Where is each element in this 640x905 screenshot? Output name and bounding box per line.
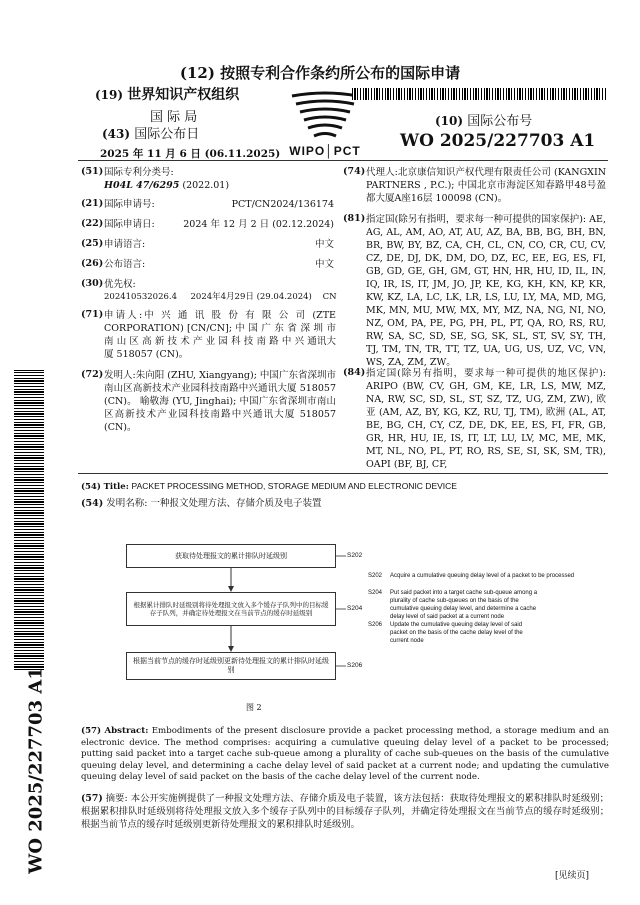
abstract-zh-code: (57) xyxy=(81,793,103,804)
wipo-logo-text: WIPO│PCT xyxy=(289,144,361,158)
step-label-s204: S204 xyxy=(347,605,363,612)
org-name: 世界知识产权组织 xyxy=(127,87,240,103)
legend-s206-text: Update the cumulative queuing delay level of said packet on the basis of the cache delay level of the current node xyxy=(390,622,523,644)
title-zh-label: 发明名称: xyxy=(106,498,148,509)
abstract-en-label: Abstract: xyxy=(104,726,149,736)
title-en-code: (54) xyxy=(81,482,101,492)
f51-code: (51) xyxy=(81,166,104,177)
abstract-zh-value: 本公开实施例提供了一种报文处理方法、存储介质及电子装置，该方法包括：获取待处理报文的累积排队时延级别；根据累积排队时延级别将待处理报文放入多个缓存子队列中的目标缓存子队列，并确定待处理报文在当前节点的缓存时延级别；根据当前节点的缓存时延级别更新待处理报文的累积排队时延级别。 xyxy=(81,793,609,830)
flow-box-s206: 根据当前节点的缓存时延级别更新待处理报文的累计排队时延级别 xyxy=(126,652,336,680)
pubnum-label: 国际公布号 xyxy=(467,114,533,129)
f84-code: (84) xyxy=(343,367,366,378)
f25-value: 中文 xyxy=(314,239,334,250)
f81-label: 指定国(除另有指明，要求每一种可提供的国家保护): xyxy=(366,214,587,225)
abstract-zh xyxy=(81,792,609,831)
org-sub: 国 际 局 xyxy=(150,110,198,125)
figure-caption: 图 2 xyxy=(246,703,262,712)
legend-s204 xyxy=(368,589,598,621)
f30-code: (30) xyxy=(81,278,104,289)
f84-value: ARIPO (BW, CV, GH, GM, KE, LR, LS, MW, MZ, NA, RW, SC, SD, SL, ST, SZ, TZ, UG, ZM, ZW), 欧亚 (AM, AZ, BY, KG, KZ, RU, TJ, TM), 欧洲 (AL, AT, BE, BG, CH, CY, CZ, DE, DK, EE, ES, FI, FR, GB, GR, HR, HU, IE, IS, IT, LT, LU, LV, MC, ME, MK, MT, NL, NO, PL, PT, RO, RS, SE, SI, SK, SM, TR), OAPI (BF, BJ, CF, xyxy=(366,381,606,470)
f26-label: 公布语言: xyxy=(104,259,146,270)
f22-code: (22) xyxy=(81,218,104,229)
f51-extra: (2022.01) xyxy=(182,180,230,191)
document-title: (12) 按照专利合作条约所公布的国际申请 xyxy=(179,64,461,82)
f21-label: 国际申请号: xyxy=(104,199,155,210)
flow-box-s202: 获取待处理报文的累计排队时延级别 xyxy=(126,544,336,568)
title-zh-code: (54) xyxy=(81,498,104,509)
f22-value: 2024 年 12 月 2 日 (02.12.2024) xyxy=(183,219,334,230)
legend-s206-code: S206 xyxy=(368,622,383,628)
side-publication-number: WO 2025/227703 A1 xyxy=(25,667,47,874)
f21-value: PCT/CN2024/136174 xyxy=(231,199,334,210)
f72-label: 发明人: xyxy=(104,370,136,381)
f74-code: (74) xyxy=(343,166,366,177)
pubdate-label: 国际公布日 xyxy=(134,127,200,142)
f84-label: 指定国(除另有指明，要求每一种可提供的地区保护): xyxy=(366,368,606,379)
org-code: (19) xyxy=(95,88,124,102)
continued-note: [见续页] xyxy=(555,871,590,881)
step-label-s202: S202 xyxy=(347,552,363,559)
legend-s206 xyxy=(368,621,598,645)
abstract-en-value: Embodiments of the present disclosure provide a packet processing method, a storage medium and an electronic device. The method comprises: acquiring a cumulative queuing delay level of a packet to be processed; putting said packet into a target cache sub-queue among a plurality of cache sub-queues on the basis of the cumulative queuing delay level, and determining a cache delay level of said packet at a current node; and updating the cumulative queuing delay level of said packet on the basis of the cache delay level of the current node. xyxy=(81,726,610,782)
abstract-en xyxy=(81,726,609,784)
f21-code: (21) xyxy=(81,198,104,209)
f26-value: 中文 xyxy=(314,259,334,270)
step-label-s206: S206 xyxy=(347,662,363,669)
f71-code: (71) xyxy=(81,309,104,320)
f30-value: 202410532026.4 2024年4月29日 (29.04.2024) CN xyxy=(104,292,337,302)
pubnum-value: WO 2025/227703 A1 xyxy=(400,131,596,151)
flow-box-s204: 根据累计排队时延级别将待处理报文放入多个缓存子队列中的目标缓存子队列，并确定待处理报文在当前节点的缓存时延级别 xyxy=(126,592,336,626)
f81-code: (81) xyxy=(343,213,366,224)
f71-label: 申请人: xyxy=(104,310,143,321)
f72-value: 朱向阳 (ZHU, Xiangyang); 中国广东省深圳市南山区高新技术产业园科技南路中兴通讯大厦 518057 (CN)。 喻敬海 (YU, Jinghai); 中国广东省深圳市南山区高新技术产业园科技南路中兴通讯大厦 518057 (CN)。 xyxy=(104,370,336,433)
f72-code: (72) xyxy=(81,369,104,380)
f51-value: H04L 47/6295 xyxy=(104,180,180,191)
f22-label: 国际申请日: xyxy=(104,219,155,230)
title-en-value: PACKET PROCESSING METHOD, STORAGE MEDIUM AND ELECTRONIC DEVICE xyxy=(131,481,457,491)
legend-s202-code: S202 xyxy=(368,573,383,579)
flow-arrow-2 xyxy=(228,626,234,652)
f71-value: 中 兴 通 讯 股 份 有 限 公 司 (ZTE CORPORATION) [CN/CN]; 中 国 广 东 省 深 圳 市 南 山 区 高 新 技 术 产 业 园 科 技 南 路 中 兴 通讯大厦 518057 (CN)。 xyxy=(104,310,336,360)
pubdate-value: 2025 年 11 月 6 日 (06.11.2025) xyxy=(100,148,281,160)
legend-s204-text: Put said packet into a target cache sub-queue among a plurality of cache sub-queues on the basis of the cumulative queuing delay level, and determine a cache delay level of said packet at a current node xyxy=(390,590,538,620)
f25-code: (25) xyxy=(81,238,104,249)
f74-value: 北京康信知识产权代理有限责任公司 (KANGXIN PARTNERS , P.C.); 中国北京市海淀区知春路甲48号盈都大厦A座16层 100098 (CN)。 xyxy=(366,167,607,204)
abstract-en-code: (57) xyxy=(81,726,102,736)
pubdate-code: (43) xyxy=(102,127,131,141)
flow-arrow-1 xyxy=(228,568,234,592)
f30-label: 优先权: xyxy=(104,279,136,290)
f51-label: 国际专利分类号: xyxy=(104,167,174,178)
legend-s202-text: Acquire a cumulative queuing delay level of a packet to be processed xyxy=(390,573,575,579)
f74-label: 代理人: xyxy=(366,167,398,178)
title-en-label: Title: xyxy=(103,482,129,492)
abstract-zh-label: 摘要: xyxy=(105,793,128,804)
legend-s202 xyxy=(368,572,598,580)
f81-value: AE, AG, AL, AM, AO, AT, AU, AZ, BA, BB, BG, BH, BN, BR, BW, BY, BZ, CA, CH, CL, CN, CO, CR, CU, CV, CZ, DE, DJ, DK, DM, DO, DZ, EC, EE, EG, ES, FI, GB, GD, GE, GH, GM, GT, HN, HR, HU, ID, IL, IN, IQ, IR, IS, IT, JM, JO, JP, KE, KG, KH, KN, KP, KR, KW, KZ, LA, LC, LK, LR, LS, LU, LY, MA, MD, MG, MK, MN, MU, MW, MX, MY, MZ, NA, NG, NI, NO, NZ, OM, PA, PE, PG, PH, PL, PT, QA, RO, RS, RU, RW, SA, SC, SD, SE, SG, SK, SL, ST, SV, SY, TH, TJ, TM, TN, TR, TT, TZ, UA, UG, US, UZ, VC, VN, WS, ZA, ZM, ZW。 xyxy=(366,214,606,368)
pubnum-code: (10) xyxy=(435,114,464,128)
f25-label: 申请语言: xyxy=(104,239,146,250)
f26-code: (26) xyxy=(81,258,104,269)
legend-s204-code: S204 xyxy=(368,590,383,596)
title-zh-value: 一种报文处理方法、存储介质及电子装置 xyxy=(150,498,322,509)
side-barcode xyxy=(14,370,44,670)
